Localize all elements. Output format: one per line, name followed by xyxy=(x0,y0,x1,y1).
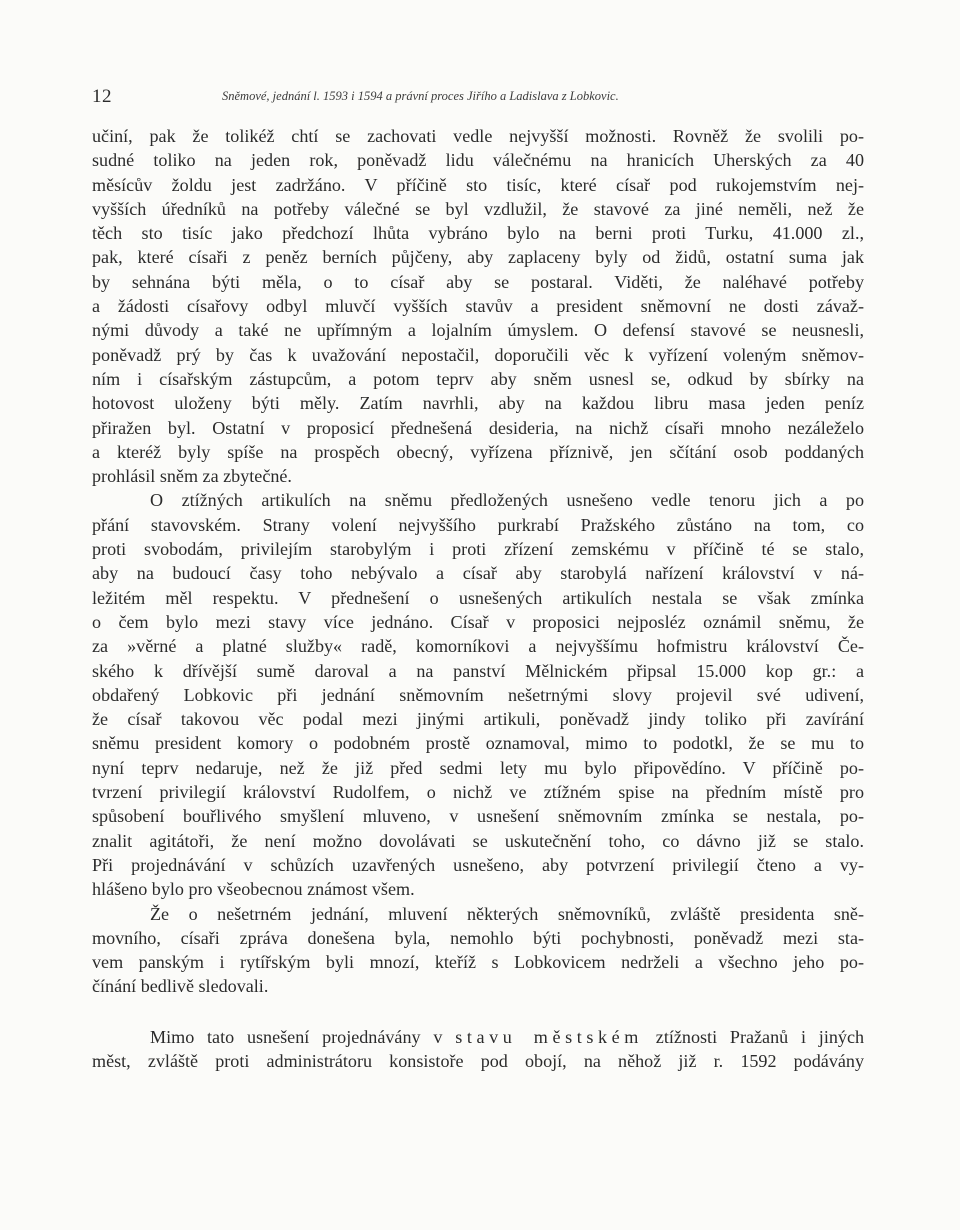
text-line: sněmu president komory o podobném prostě oznamoval, mimo to podotkl, že se mu to xyxy=(92,733,864,754)
running-title: Sněmové, jednání l. 1593 i 1594 a právní proces Jiřího a Ladislava z Lobkovic. xyxy=(222,89,619,103)
spaced-emphasis: stavu městském xyxy=(455,1026,643,1047)
text-line: čínání bedlivě sledovali. xyxy=(92,976,269,997)
text-line: Že o nešetrném jednání, mluvení některých sněmovníků, zvláště presidenta sně- xyxy=(150,903,864,924)
text-line: o čem bylo mezi stavy více jednáno. Císař v proposici nejposléz oznámil sněmu, že xyxy=(92,611,864,632)
text-line: přání stavovském. Strany volení nejvyššího purkrabí Pražského zůstáno na tom, co xyxy=(92,514,864,535)
text-line: učiní, pak že tolikéž chtí se zachovati vedle nejvyšší možnosti. Rovněž že svolili po- xyxy=(92,126,864,146)
text-line: O ztížných artikulích na sněmu předložených usnešeno vedle tenoru jich a po xyxy=(150,490,864,511)
paragraph xyxy=(92,124,864,488)
text-line: nyní teprv nedaruje, než že již před sedmi lety mu bylo připovědíno. V příčině po- xyxy=(92,757,864,778)
text-line: ského k dřívější sumě daroval a na panství Mělnickém připsal 15.000 kop gr.: a xyxy=(92,660,864,681)
text-line: a žádosti císařovy odbyl mluvčí vyšších stavův a president sněmovní ne dosti závaž- xyxy=(92,296,864,317)
text-line: ním i císařským zástupcům, a potom teprv aby sněm usnesl se, odkud by sbírky na xyxy=(92,368,864,389)
text-line: hlášeno bylo pro všeobecnou známost všem. xyxy=(92,879,415,900)
text-line: za »věrné a platné služby« radě, komorníkovi a nejvyššímu hofmistru království Če- xyxy=(92,636,864,657)
text-span: Mimo tato usnešení projednávány v xyxy=(150,1026,443,1047)
text-line: nými důvody a také ne upřímným a lojalním úmyslem. O defensí stavové se neusnesli, xyxy=(92,320,864,341)
text-line: měsícův žoldu jest zadržáno. V příčině sto tisíc, které císař pod rukojemstvím nej- xyxy=(92,174,864,195)
text-line: ležitém měl respektu. V přednešení o usnešených artikulích nestala se však zmínka xyxy=(92,587,864,608)
text-line: těch sto tisíc jako předchozí lhůta vybráno bylo na berni proti Turku, 41.000 zl., xyxy=(92,223,864,244)
paragraph-spacer xyxy=(92,999,864,1025)
text-line: prohlásil sněm za zbytečné. xyxy=(92,466,292,487)
text-span: ztížnosti Pražanů i jiných xyxy=(655,1026,864,1047)
text-line: aby na budoucí časy toho nebývalo a císař aby starobylá nařízení království v ná- xyxy=(92,563,864,584)
text-line: tvrzení privilegií království Rudolfem, o nichž ve ztížném spise na předním místě pro xyxy=(92,782,864,803)
text-line: sudné toliko na jeden rok, poněvadž lidu válečnému na hranicích Uherských za 40 xyxy=(92,150,864,171)
paragraph xyxy=(92,1025,864,1074)
text-line: znalit agitátoři, že není možno dovolávati se uskutečnění toho, co dávno již se stalo. xyxy=(92,830,864,851)
text-line: pak, které císaři z peněz berních půjčeny, aby zaplaceny byly od židů, ostatní suma jak xyxy=(92,247,864,268)
text-line: přiražen byl. Ostatní v proposicí přednešená desideria, na nichž císaři mnoho nezáleželo xyxy=(92,417,864,438)
text-line: poněvadž prý by čas k uvažování nepostačil, doporučili věc k vyřízení voleným sněmov- xyxy=(92,344,864,365)
text-line: a kteréž byly spíše na prospěch obecný, vyřízena příznivě, jen sčítání osob poddaných xyxy=(92,441,864,462)
paragraph xyxy=(92,488,864,901)
page-number: 12 xyxy=(92,86,112,107)
text-line: hotovost uloženy býti měly. Zatím navrhli, aby na každou libru masa jeden peníz xyxy=(92,393,864,414)
text-line: vem panským i rytířským byli mnozí, kteříž s Lobkovicem nedrželi a všechno jeho po- xyxy=(92,952,864,973)
text-line: by sehnána býti měla, o to císař aby se postaral. Viděti, že naléhavé potřeby xyxy=(92,271,864,292)
paragraph xyxy=(92,902,864,999)
running-header xyxy=(92,86,864,110)
text-line: Při projednávání v schůzích uzavřených usnešeno, aby potvrzení privilegií čteno a vy- xyxy=(92,854,864,875)
text-line xyxy=(92,1025,864,1049)
body-text xyxy=(92,124,864,1073)
text-line: měst, zvláště proti administrátoru konsistoře pod obojí, na něhož již r. 1592 podávány xyxy=(92,1050,864,1071)
text-line: vyšších úředníků na potřeby válečné se byl vzdlužil, že stavové za jiné neměli, než že xyxy=(92,198,864,219)
text-line: obdařený Lobkovic při jednání sněmovním nešetrnými slovy projevil své udivení, xyxy=(92,684,864,705)
text-line: movního, císaři zpráva donešena byla, nemohlo býti pochybnosti, poněvadž mezi sta- xyxy=(92,927,864,948)
text-line: proti svobodám, privilejím starobylým i proti zřízení zemskému v příčině té se stalo, xyxy=(92,539,864,560)
text-line: že císař takovou věc podal mezi jinými artikuli, poněvadž jindy toliko při zavírání xyxy=(92,709,864,730)
text-line: spůsobení bouřlivého smyšlení mluveno, v usnešení sněmovním zmínka se nestala, po- xyxy=(92,806,864,827)
